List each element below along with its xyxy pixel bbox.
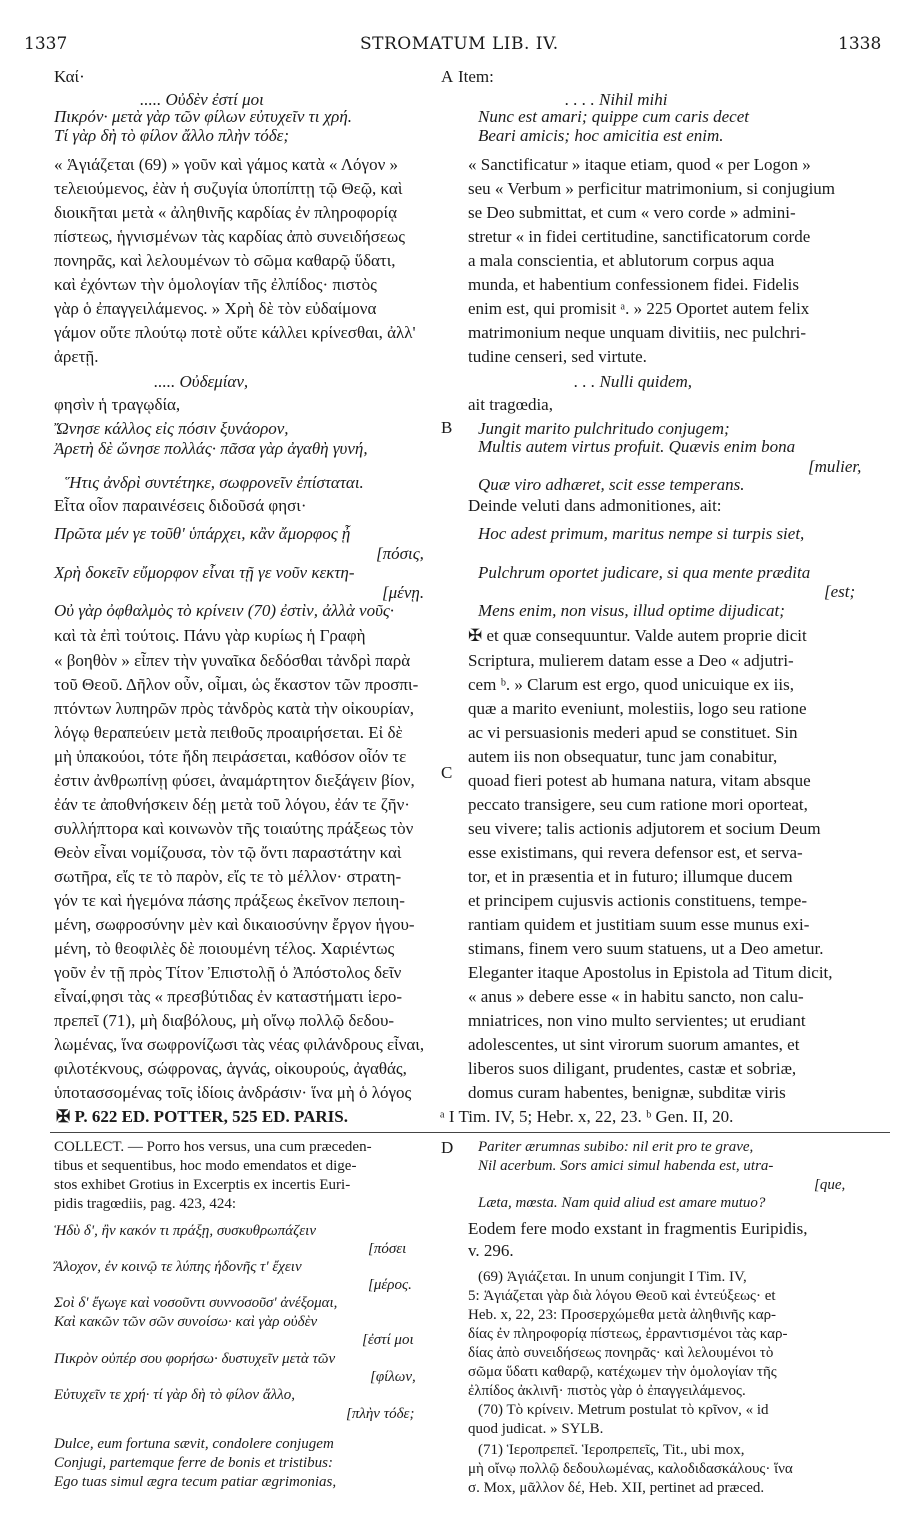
- latin-line: « Sanctificatur » itaque etiam, quod « per Logon »: [468, 155, 811, 174]
- note-line: COLLECT. — Porro hos versus, una cum præceden-: [54, 1139, 372, 1155]
- greek-line: Θεὸν εἶναι νομίζουσα, τὸν τῷ ὄντι παραστάτην καὶ: [54, 843, 402, 862]
- latin-line: munda, et habentium confessionem fidei. Fidelis: [468, 275, 799, 294]
- greek-verse: Ὤνησε κάλλος εἰς πόσιν ξυνάορον,: [54, 419, 289, 438]
- note-line: quod judicat. » SYLB.: [468, 1421, 604, 1437]
- page-number-left: 1337: [24, 34, 68, 54]
- note-verse-end: [φίλων,: [370, 1369, 416, 1385]
- latin-line: stretur « in fidei certitudine, sanctificatorum corde: [468, 227, 811, 246]
- greek-line: ..... Οὐδὲν ἐστί μοι: [140, 90, 264, 109]
- greek-line: Τί γὰρ δὴ τὸ φίλον ἄλλο πλὴν τόδε;: [54, 126, 290, 145]
- note-verse: Ego tuas simul ægra tecum patiar ægrimonias,: [54, 1474, 337, 1490]
- note-line: δίας ἀπὸ συνειδήσεως πονηρᾶς· καὶ λελουμένοι τὸ: [468, 1345, 774, 1361]
- note-line: pidis tragœdiis, pag. 423, 424:: [54, 1196, 237, 1212]
- latin-line: Scriptura, mulierem datam esse a Deo « adjutri-: [468, 651, 794, 670]
- greek-line: γάμον οὔτε πλούτῳ ποτὲ οὔτε κάλλει κρίνεσθαι, ἀλλ': [54, 323, 416, 342]
- greek-line: ὑποτασσομένας τοῖς ἰδίοις ἀνδράσιν· ἵνα μὴ ὁ λόγος: [54, 1083, 412, 1102]
- note-line: δίας ἐν πληροφορίᾳ πίστεως, ἐρραντισμένοι τὰς καρ-: [468, 1326, 788, 1342]
- greek-verse: Οὐ γὰρ ὀφθαλμὸς τὸ κρίνειν (70) ἐστὶν, ἀλλὰ νοῦς·: [54, 601, 395, 620]
- greek-line: πτόντων λυπηρῶν πρὸς τἀνδρὸς κατὰ τὴν οἰκουρίαν,: [54, 699, 414, 718]
- latin-line: « anus » debere esse « in habitu sancto, non calu-: [468, 987, 804, 1006]
- latin-line: domus curam habentes, benignæ, subditæ viris: [468, 1083, 786, 1102]
- greek-line: πονηρᾶς, καὶ λελουμένων τὸ σῶμα καθαρῷ ὕδατι,: [54, 251, 396, 270]
- margin-letter-a: A: [441, 67, 454, 86]
- latin-line: et principem cujusvis actionis constituens, tempe-: [468, 891, 807, 910]
- latin-line: Item:: [458, 67, 494, 86]
- note-verse: Læta, mœsta. Nam quid aliud est amare mutuo?: [478, 1195, 766, 1211]
- note-line: σῶμα ὕδατι καθαρῷ, κατέχωμεν τὴν ὁμολογίαν τῆς: [468, 1364, 777, 1380]
- greek-line: τελειούμενος, ἐὰν ἡ συζυγία ὑποπίπτῃ τῷ Θεῷ, καὶ: [54, 179, 403, 198]
- greek-line: Καί·: [54, 67, 85, 86]
- latin-line: esse existimans, qui revera defensor est, et serva-: [468, 843, 803, 862]
- latin-line: ac vi persuasionis mederi apud se constituet. Sin: [468, 723, 798, 742]
- latin-line: seu vivere; talis actionis adjutorem et socium Deum: [468, 819, 821, 838]
- greek-line: καὶ ἐχόντων τὴν ὁμολογίαν τῆς ἐλπίδος· πιστὸς: [54, 275, 377, 294]
- greek-verse-end: [πόσις,: [376, 544, 424, 563]
- note-verse-end: [μέρος.: [368, 1277, 412, 1293]
- latin-line: se Deo submittat, et cum « vero corde » admini-: [468, 203, 796, 222]
- latin-verse: Beari amicis; hoc amicitia est enim.: [478, 126, 724, 145]
- note-verse: Conjugi, partemque ferre de bonis et tristibus:: [54, 1455, 334, 1471]
- latin-line: adolescentes, ut sint virorum suorum amantes, et: [468, 1035, 800, 1054]
- latin-line: liberos suos diligant, prudentes, castæ et sobriæ,: [468, 1059, 797, 1078]
- greek-line: γὰρ ὁ ἐπαγγειλάμενος. » Χρὴ δὲ τὸν εὐδαίμονα: [54, 299, 377, 318]
- note-line: stos exhibet Grotius in Excerptis ex incertis Euri-: [54, 1177, 351, 1193]
- note-verse: Καὶ κακῶν τῶν σῶν συνοίσω· καὶ γὰρ οὐδὲν: [54, 1314, 318, 1330]
- greek-line: συλλήπτορα καὶ κοινωνὸν τῆς τοιαύτης πράξεως τὸν: [54, 819, 414, 838]
- latin-line: Deinde veluti dans admonitiones, ait:: [468, 496, 722, 515]
- note-line: 5: Ἁγιάζεται γὰρ διὰ λόγου Θεοῦ καὶ ἐντεύξεως· et: [468, 1288, 776, 1304]
- note-line: ἐλπίδος ἀκλινῆ· πιστὸς γὰρ ὁ ἐπαγγειλάμενος.: [468, 1383, 746, 1399]
- latin-line: tor, et in præsentia et in futuro; illumque ducem: [468, 867, 793, 886]
- note-line: (69) Ἁγιάζεται. In unum conjungit I Tim. IV,: [478, 1269, 747, 1285]
- latin-verse-end: [est;: [824, 582, 856, 601]
- note-verse: Σοὶ δ' ἔγωγε καὶ νοσοῦντι συννοσοῦσ' ἀνέξομαι,: [54, 1295, 338, 1311]
- latin-verse: Mens enim, non visus, illud optime dijudicat;: [478, 601, 785, 620]
- note-verse: Πικρὸν οὐπέρ σου φορήσω· δυστυχεῖν μετὰ τῶν: [54, 1351, 336, 1367]
- greek-line: Πικρόν· μετὰ γὰρ τῶν φίλων εὐτυχεῖν τι χρή.: [54, 107, 353, 126]
- latin-line: . . . Nulli quidem,: [574, 372, 693, 391]
- greek-line: πρεπεῖ (71), μὴ διαβόλους, μὴ οἴνῳ πολλῷ δεδου-: [54, 1011, 395, 1030]
- latin-line: peccato transigere, seu cum ratione mori oporteat,: [468, 795, 808, 814]
- footnote-divider: [50, 1132, 890, 1133]
- note-line: tibus et sequentibus, hoc modo emendatos et dige-: [54, 1158, 357, 1174]
- latin-line: quoad fieri potest ab humana natura, vitam absque: [468, 771, 811, 790]
- scripture-references: ᵃ I Tim. IV, 5; Hebr. x, 22, 23. ᵇ Gen. II, 20.: [440, 1107, 734, 1126]
- running-title: STROMATUM LIB. IV.: [360, 34, 559, 54]
- latin-verse: Nunc est amari; quippe cum caris decet: [478, 107, 749, 126]
- latin-line: ✠ et quæ consequuntur. Valde autem proprie dicit: [468, 626, 807, 645]
- latin-verse: Multis autem virtus profuit. Quævis enim bona: [478, 437, 796, 456]
- margin-letter-b: B: [441, 418, 453, 437]
- latin-verse: Jungit marito pulchritudo conjugem;: [478, 419, 730, 438]
- greek-line: ..... Οὐδεμίαν,: [154, 372, 249, 391]
- note-verse-end: [πλὴν τόδε;: [346, 1406, 415, 1422]
- note-line: σ. Mox, μᾶλλον δέ, Heb. XII, pertinet ad præced.: [468, 1480, 765, 1496]
- latin-line: stimans, finem vero suum statuens, ut a Deo ametur.: [468, 939, 824, 958]
- latin-verse: Pulchrum oportet judicare, si qua mente prædita: [478, 563, 811, 582]
- latin-line: rantiam quidem et justitiam suum esse munus exi-: [468, 915, 810, 934]
- latin-line: matrimonium neque unquam divitiis, nec pulchri-: [468, 323, 807, 342]
- greek-line: διοικῆται μετὰ « ἀληθινῆς καρδίας ἐν πληροφορίᾳ: [54, 203, 398, 222]
- greek-line: γοῦν ἐν τῇ πρὸς Τίτον Ἐπιστολῇ ὁ Ἀπόστολος δεῖν: [54, 963, 402, 982]
- latin-line: seu « Verbum » perficitur matrimonium, si conjugium: [468, 179, 836, 198]
- greek-line: ἐάν τε ἀποθνήσκειν δέῃ μετὰ τοῦ λόγου, ἐάν τε ζῆν·: [54, 795, 410, 814]
- greek-line: ἀρετῇ.: [54, 347, 99, 366]
- greek-line: ἐστιν ἀνθρωπίνῃ φύσει, ἀναμάρτητον διεξάγειν βίον,: [54, 771, 415, 790]
- greek-line: φιλοτέκνους, σώφρονας, ἁγνάς, οἰκουρούς, ἀγαθάς,: [54, 1059, 407, 1078]
- latin-line: quæ a marito eveniunt, molestiis, logo seu ratione: [468, 699, 807, 718]
- note-line: (71) Ἱεροπρεπεῖ. Ἱεροπρεπεῖς, Tit., ubi mox,: [478, 1442, 745, 1458]
- greek-line: τοῦ Θεοῦ. Δῆλον οὖν, οἶμαι, ὡς ἕκαστον τῶν προσπι-: [54, 675, 419, 694]
- greek-line: φησὶν ἡ τραγῳδία,: [54, 395, 181, 414]
- note-verse-end: [que,: [814, 1177, 846, 1193]
- greek-line: σωτῆρα, εἴς τε τὸ παρὸν, εἴς τε τὸ μέλλον· στρατη-: [54, 867, 402, 886]
- greek-verse: Πρῶτα μέν γε τοῦθ' ὑπάρχει, κἂν ἄμορφος ᾖ: [54, 524, 351, 543]
- latin-verse: Hoc adest primum, maritus nempe si turpis siet,: [478, 524, 805, 543]
- note-verse: Εὐτυχεῖν τε χρή· τί γὰρ δὴ τὸ φίλον ἄλλο,: [54, 1387, 295, 1403]
- greek-line: μὴ ὑπακούοι, τότε ἤδη πειράσεται, καθόσον οἷόν τε: [54, 747, 407, 766]
- greek-line: « βοηθὸν » εἶπεν τὴν γυναῖκα δεδόσθαι τἀνδρὶ παρὰ: [54, 651, 411, 670]
- greek-line: μένη, τὸ θεοφιλὲς δὲ ποιουμένη τέλος. Χαριέντως: [54, 939, 395, 958]
- greek-line: « Ἁγιάζεται (69) » γοῦν καὶ γάμος κατὰ « Λόγον »: [54, 155, 399, 174]
- margin-letter-c: C: [441, 763, 453, 782]
- greek-line: πίστεως, ἡγνισμένων τὰς καρδίας ἀπὸ συνειδήσεως: [54, 227, 405, 246]
- note-line: v. 296.: [468, 1241, 514, 1260]
- greek-verse-end: [μένῃ.: [382, 583, 425, 602]
- note-verse-end: [ἐστί μοι: [362, 1332, 414, 1348]
- greek-line: Εἶτα οἷον παραινέσεις διδοῦσά φησι·: [54, 496, 307, 515]
- note-line: (70) Τὸ κρίνειν. Metrum postulat τὸ κρῖνον, « id: [478, 1402, 769, 1418]
- note-verse: Nil acerbum. Sors amici simul habenda est, utra-: [478, 1158, 774, 1174]
- latin-line: a mala conscientia, et ablutorum corpus aqua: [468, 251, 775, 270]
- latin-line: cem ᵇ. » Clarum est ergo, quod unicuique ex iis,: [468, 675, 794, 694]
- page-number-right: 1338: [838, 34, 882, 54]
- greek-line: μένη, σωφροσύνην μὲν καὶ δικαιοσύνην ἔργον ἡγου-: [54, 915, 415, 934]
- greek-verse: Χρὴ δοκεῖν εὔμορφον εἶναι τῇ γε νοῦν κεκτη-: [54, 563, 355, 582]
- edition-reference: ✠ P. 622 ED. POTTER, 525 ED. PARIS.: [56, 1107, 348, 1126]
- greek-line: εἶναί,φησι τὰς « πρεσβύτιδας ἐν καταστήματι ἱερο-: [54, 987, 403, 1006]
- latin-line: tudine censeri, sed virtute.: [468, 347, 647, 366]
- note-verse: Ἡδὺ δ', ἢν κακόν τι πράξῃ, συσκυθρωπάζειν: [54, 1223, 316, 1239]
- latin-line: Eleganter itaque Apostolus in Epistola ad Titum dicit,: [468, 963, 833, 982]
- latin-verse-end: [mulier,: [808, 457, 862, 476]
- margin-letter-d: D: [441, 1138, 454, 1157]
- note-verse: Dulce, eum fortuna sævit, condolere conjugem: [54, 1436, 334, 1452]
- latin-verse: Quæ viro adhæret, scit esse temperans.: [478, 475, 745, 494]
- note-verse: Pariter ærumnas subibo: nil erit pro te grave,: [478, 1139, 754, 1155]
- latin-line: mniatrices, non vino multo servientes; ut erudiant: [468, 1011, 806, 1030]
- latin-line: . . . . Nihil mihi: [565, 90, 668, 109]
- latin-line: ait tragœdia,: [468, 395, 553, 414]
- greek-line: καὶ τὰ ἐπὶ τούτοις. Πάνυ γὰρ κυρίως ἡ Γραφὴ: [54, 626, 366, 645]
- note-verse-end: [πόσει: [368, 1241, 407, 1257]
- greek-line: λωμένας, ἵνα σωφρονίζωσι τὰς νέας φιλάνδρους εἶναι,: [54, 1035, 425, 1054]
- latin-line: autem iis non obsequatur, tunc jam conabitur,: [468, 747, 778, 766]
- note-verse: Ἄλοχον, ἐν κοινῷ τε λύπης ἡδονῆς τ' ἔχειν: [54, 1259, 302, 1275]
- note-line: Heb. x, 22, 23: Προσερχώμεθα μετὰ ἀληθινῆς καρ-: [468, 1307, 777, 1323]
- latin-line: enim est, qui promisit ᵃ. » 225 Oportet autem felix: [468, 299, 810, 318]
- greek-verse: Ἀρετὴ δὲ ὤνησε πολλάς· πᾶσα γὰρ ἀγαθὴ γυνή,: [54, 439, 368, 458]
- greek-line: λόγῳ θεραπεύειν μετὰ πειθοῦς προαιρήσεται. Εἰ δὲ: [54, 723, 403, 742]
- greek-verse: Ἥτις ἀνδρὶ συντέτηκε, σωφρονεῖν ἐπίσταται.: [65, 473, 364, 492]
- note-line: μὴ οἴνῳ πολλῷ δεδουλωμένας, καλοδιδασκάλους· ἵνα: [468, 1461, 793, 1477]
- greek-line: γόν τε καὶ ἡγεμόνα πάσης πράξεως ἐκεῖνον πεποιη-: [54, 891, 405, 910]
- note-line: Eodem fere modo exstant in fragmentis Euripidis,: [468, 1219, 808, 1238]
